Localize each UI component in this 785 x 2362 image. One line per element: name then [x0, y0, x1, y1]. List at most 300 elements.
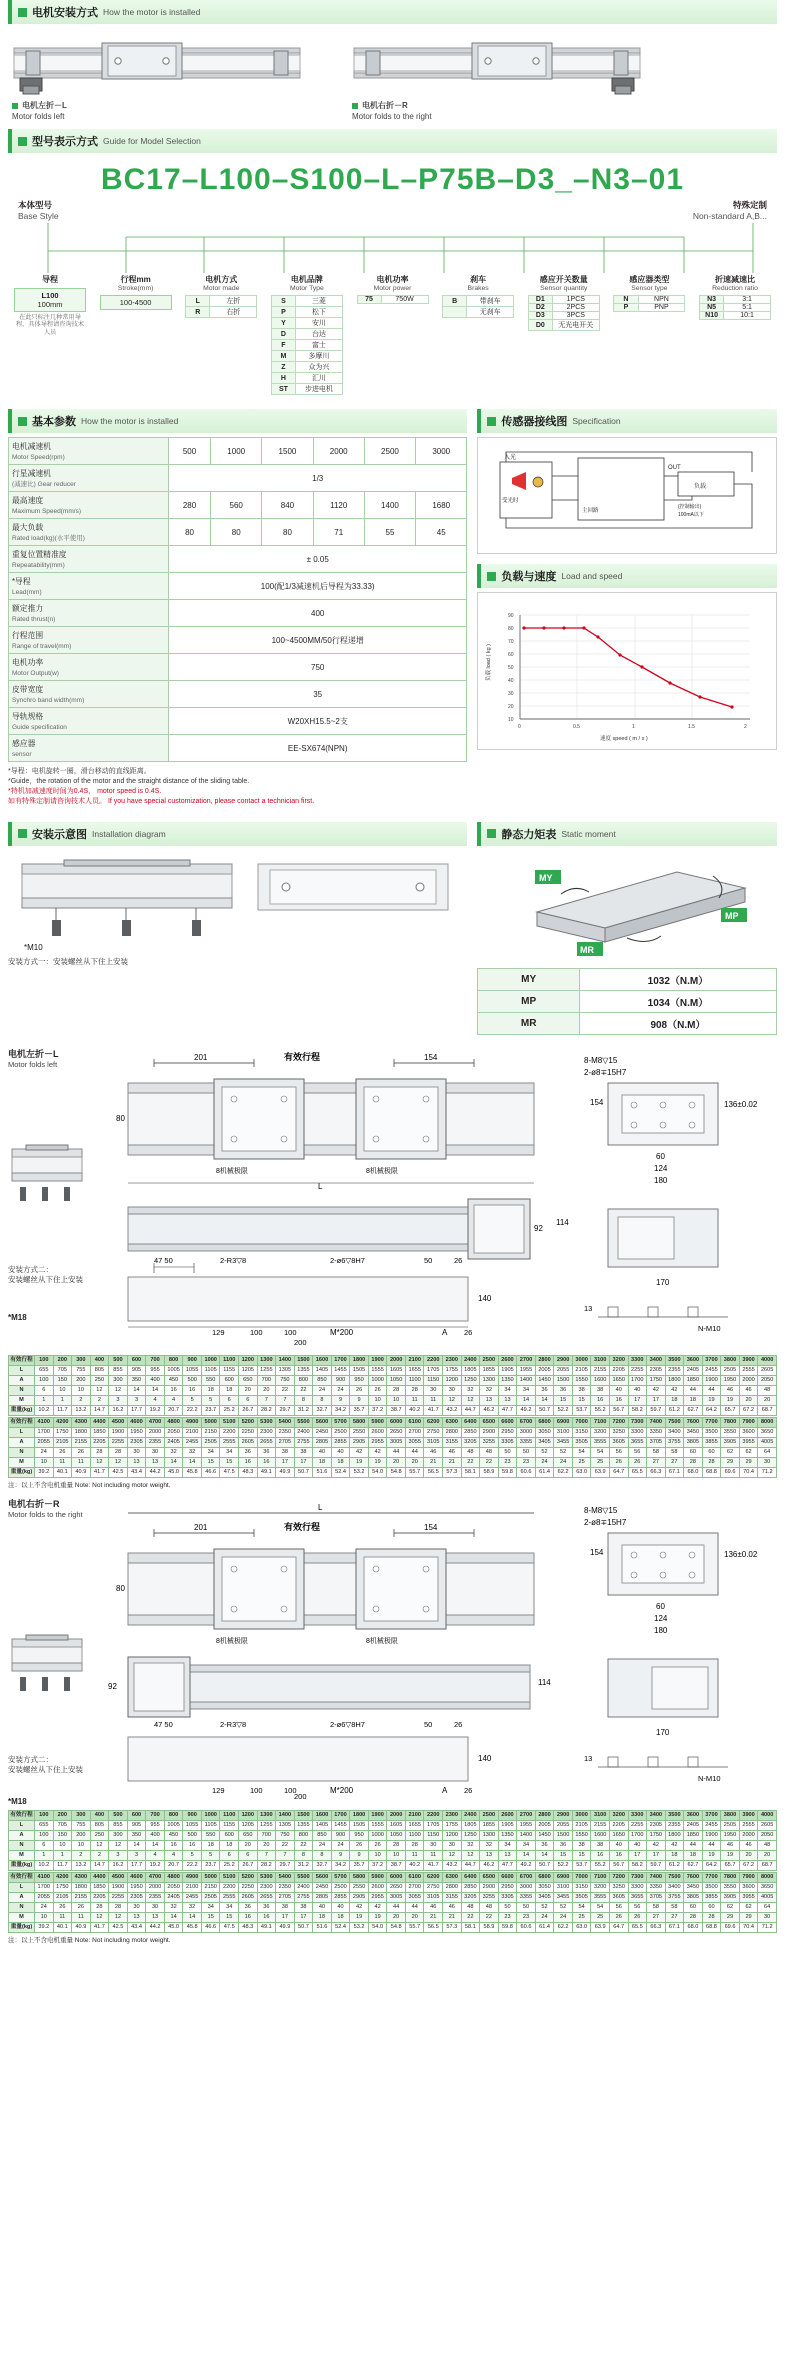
cell: 25	[572, 1457, 591, 1467]
section-title-cn: 静态力矩表	[501, 828, 557, 841]
cell: 2055	[35, 1437, 54, 1447]
cell: 12	[90, 1385, 109, 1395]
cell: 6900	[554, 1417, 573, 1427]
cell: 10	[53, 1385, 72, 1395]
cell: 1205	[239, 1365, 258, 1375]
cell: 29.7	[276, 1860, 295, 1870]
cell: 20	[739, 1395, 758, 1405]
install-moment-row	[8, 822, 777, 1035]
cell: 1650	[609, 1830, 628, 1840]
section-marker-icon	[487, 572, 496, 581]
cell: 65.5	[628, 1467, 647, 1477]
cell: 27	[665, 1457, 684, 1467]
cell: 855	[109, 1820, 128, 1830]
cell: 2550	[350, 1882, 369, 1892]
section-header-mounting	[8, 0, 777, 24]
cell: 60	[684, 1902, 703, 1912]
cell: 3050	[535, 1882, 554, 1892]
green-dot-icon	[352, 103, 358, 109]
cell: 46.2	[480, 1860, 499, 1870]
cell: 14	[183, 1912, 202, 1922]
cell: 34	[517, 1385, 536, 1395]
cell: 6000	[387, 1872, 406, 1882]
svg-text:70: 70	[508, 639, 514, 645]
cell: 450	[164, 1375, 183, 1385]
cell: 64.7	[609, 1467, 628, 1477]
chart-ylabel: 负载 load ( kg )	[486, 644, 493, 681]
cell: 840	[262, 492, 313, 519]
cell: 2200	[220, 1882, 239, 1892]
cell: 26	[72, 1902, 91, 1912]
note-line-red: *特机加减速度时间为0.4S， motor speed is 0.4S.	[8, 788, 162, 796]
cell: 7000	[572, 1417, 591, 1427]
cell: 62	[739, 1902, 758, 1912]
cell: 14	[127, 1385, 146, 1395]
cell: 8	[313, 1395, 332, 1405]
cell: 3200	[591, 1427, 610, 1437]
cell: ± 0.05	[169, 546, 467, 573]
cell: 1450	[535, 1830, 554, 1840]
cell: 54.8	[387, 1922, 406, 1932]
cell: 47.7	[498, 1860, 517, 1870]
cell: 56.7	[609, 1405, 628, 1415]
cell: 15	[220, 1457, 239, 1467]
cell: 42.5	[109, 1467, 128, 1477]
cell: 3705	[647, 1892, 666, 1902]
cell: 55.2	[591, 1860, 610, 1870]
cell: 40.1	[53, 1922, 72, 1932]
cell: 60.6	[517, 1922, 536, 1932]
cell: 3	[127, 1395, 146, 1405]
cell: 40.9	[72, 1922, 91, 1932]
cell: 2355	[146, 1892, 165, 1902]
cell: 49.9	[276, 1467, 295, 1477]
cell: 6400	[461, 1872, 480, 1882]
cell: 26	[53, 1902, 72, 1912]
section-marker-icon	[487, 829, 496, 838]
cell: 19.2	[146, 1860, 165, 1870]
cell: 44	[684, 1385, 703, 1395]
cell: 1300	[257, 1810, 276, 1820]
cell: 32	[164, 1447, 183, 1457]
cell: 21	[443, 1912, 462, 1922]
cell: 7800	[721, 1417, 740, 1427]
cell: 1350	[498, 1830, 517, 1840]
cell: 6	[35, 1840, 54, 1850]
cell: 7	[276, 1395, 295, 1405]
cell: 5700	[331, 1872, 350, 1882]
cell: 58.1	[461, 1922, 480, 1932]
cell: 22	[461, 1912, 480, 1922]
cell: 3400	[647, 1355, 666, 1365]
mount-right-caption	[352, 100, 652, 121]
cell: 2805	[313, 1892, 332, 1902]
motor-power-table: 75 750W	[357, 295, 429, 304]
cell: 2900	[480, 1882, 499, 1892]
cell: 8000	[758, 1417, 777, 1427]
callout-mech-limit-1-right: 8机械极限	[215, 1637, 248, 1645]
row-label: 电机减速机 Motor Speed(rpm)	[9, 438, 169, 465]
cell: 20	[257, 1385, 276, 1395]
section-title-en: Installation diagram	[92, 828, 166, 839]
cell: 2405	[164, 1892, 183, 1902]
cell: 32	[480, 1385, 499, 1395]
dim-L-right: L	[317, 1502, 323, 1512]
model-col-sensor-qty: 感应开关数量 Sensor quantity D1 1PCS D2 2PCS D3 3PCS D0 无光电开关	[528, 275, 600, 395]
section-header-model-guide	[8, 129, 777, 153]
cell: 11	[53, 1912, 72, 1922]
cell: 60	[702, 1902, 721, 1912]
sensor-wiring-diagram	[477, 437, 777, 554]
cell: 9	[350, 1395, 369, 1405]
cell: 3500	[702, 1882, 721, 1892]
callout-m200: M*200	[329, 1327, 353, 1337]
cell: 1750	[53, 1427, 72, 1437]
cell: 3355	[517, 1437, 536, 1447]
cell: 22	[480, 1912, 499, 1922]
cell: 29	[739, 1457, 758, 1467]
table-row	[9, 1457, 777, 1467]
cell: 1200	[443, 1830, 462, 1840]
cell: 34.2	[331, 1860, 350, 1870]
cell: 54.8	[387, 1467, 406, 1477]
cell: 3200	[609, 1810, 628, 1820]
cell: 3255	[480, 1437, 499, 1447]
section-title-en: Static moment	[561, 828, 616, 839]
cell: 2705	[276, 1437, 295, 1447]
cell: 44	[684, 1840, 703, 1850]
cell: 2150	[201, 1427, 220, 1437]
cell: 50	[517, 1902, 536, 1912]
cell: 16	[183, 1840, 202, 1850]
cell: 6500	[480, 1417, 499, 1427]
cell: 1355	[294, 1365, 313, 1375]
cell: 2700	[517, 1810, 536, 1820]
cell: 2250	[239, 1882, 258, 1892]
cell: 19	[702, 1395, 721, 1405]
table-row	[9, 1872, 777, 1882]
cell: 3205	[461, 1437, 480, 1447]
cell: 3555	[591, 1892, 610, 1902]
cell: 49.1	[257, 1467, 276, 1477]
dim-129: 129	[211, 1327, 225, 1337]
drawing-right-top-view	[94, 1499, 572, 1799]
cell: 47.5	[220, 1467, 239, 1477]
table-row	[9, 681, 467, 708]
cell: 6800	[535, 1872, 554, 1882]
dim-13: 13	[583, 1303, 593, 1313]
dim-154b: 154	[589, 1097, 604, 1107]
install-way-note: 安装方式一：安装螺丝从下住上安装	[8, 956, 128, 966]
table-row	[9, 1840, 777, 1850]
cell: 52	[535, 1447, 554, 1457]
cell: 40	[331, 1447, 350, 1457]
cell: 3350	[647, 1427, 666, 1437]
cell: 38	[276, 1447, 295, 1457]
cell: 46	[739, 1385, 758, 1395]
cell: 1800	[72, 1882, 91, 1892]
cell: 1055	[183, 1820, 202, 1830]
cell: 3855	[702, 1437, 721, 1447]
row-label: A	[9, 1892, 35, 1902]
cell: 20	[257, 1840, 276, 1850]
cell: 22	[294, 1840, 313, 1850]
drawing-right-block	[8, 1499, 777, 1806]
cell: 2700	[405, 1427, 424, 1437]
cell: 53.2	[350, 1922, 369, 1932]
cell: 19	[721, 1395, 740, 1405]
cell: 18	[331, 1457, 350, 1467]
cell: 2405	[684, 1820, 703, 1830]
cell: 28	[405, 1385, 424, 1395]
cell: 41.7	[90, 1922, 109, 1932]
cell: 19	[368, 1912, 387, 1922]
cell: 750	[169, 654, 467, 681]
cell: 4400	[90, 1872, 109, 1882]
cell: 1150	[424, 1830, 443, 1840]
cell: 16	[239, 1457, 258, 1467]
cell: 1355	[294, 1820, 313, 1830]
cell: 18	[220, 1840, 239, 1850]
cell: 908（N.M）	[579, 1012, 776, 1034]
cell: 100~4500MM/50行程递增	[169, 627, 467, 654]
cell: 800	[164, 1355, 183, 1365]
cell: 2600	[498, 1355, 517, 1365]
cell: 21	[424, 1912, 443, 1922]
cell: 1455	[331, 1365, 350, 1375]
cell: 10	[35, 1457, 54, 1467]
cell: 62.2	[554, 1467, 573, 1477]
cell: 70.4	[739, 1467, 758, 1477]
table-row	[9, 654, 467, 681]
cell: 17	[628, 1395, 647, 1405]
note-line-red: 如有特殊定制请咨询技术人员。 If you have special customization, please contact a technician first.	[8, 798, 315, 806]
cell: 2200	[424, 1355, 443, 1365]
cell: 59.7	[647, 1405, 666, 1415]
cell: 1000	[201, 1355, 220, 1365]
cell: 1	[53, 1850, 72, 1860]
cell: 3500	[702, 1427, 721, 1437]
cell: 1855	[480, 1820, 499, 1830]
cell: 3100	[591, 1355, 610, 1365]
cell: 2100	[405, 1810, 424, 1820]
cell: 66.3	[647, 1922, 666, 1932]
cell: 1100	[220, 1355, 239, 1365]
cell: 12	[443, 1850, 462, 1860]
cell: 40	[331, 1902, 350, 1912]
cell: 280	[169, 492, 211, 519]
cell: 1850	[684, 1375, 703, 1385]
cell: 18	[313, 1457, 332, 1467]
cell: 905	[127, 1820, 146, 1830]
cell: 1000	[211, 438, 262, 465]
stroke-table-note-1: 注：以上不含电机重量 Note: Not including motor weight.	[8, 1481, 171, 1489]
cell: 16	[257, 1457, 276, 1467]
cell: 2800	[443, 1427, 462, 1437]
cell: 1850	[90, 1427, 109, 1437]
section-title-en: How the motor is installed	[103, 7, 201, 17]
cell: 905	[127, 1365, 146, 1375]
drawing-left-top-view	[94, 1049, 572, 1349]
svg-text:60: 60	[508, 652, 514, 658]
cell: 16	[239, 1912, 258, 1922]
cell: 1000	[368, 1830, 387, 1840]
cell: 3300	[628, 1355, 647, 1365]
cell: 1850	[90, 1882, 109, 1892]
cell: 2955	[368, 1437, 387, 1447]
model-code-bracket-lines	[8, 221, 777, 275]
callout-n-m10-right: N-M10	[697, 1773, 721, 1783]
cell: 32.7	[313, 1860, 332, 1870]
cell: 3000	[572, 1355, 591, 1365]
cell: 有效行程	[9, 1417, 35, 1427]
section-title-cn: 传感器接线图	[501, 416, 568, 428]
note-line: *Guide，the rotation of the motor and the straight distance of the sliding table.	[8, 778, 250, 786]
cell: 3605	[609, 1437, 628, 1447]
cell: 22.2	[183, 1860, 202, 1870]
cell: 36	[257, 1902, 276, 1912]
cell: 23.7	[201, 1860, 220, 1870]
cell: 2600	[368, 1882, 387, 1892]
cell: 3400	[665, 1427, 684, 1437]
cell: 65.5	[628, 1922, 647, 1932]
cell: 6	[220, 1850, 239, 1860]
cell: 5900	[368, 1872, 387, 1882]
table-row	[9, 1892, 777, 1902]
cell: 64	[758, 1447, 777, 1457]
cell: 36	[239, 1447, 258, 1457]
cell: 2400	[294, 1427, 313, 1437]
cell: 50	[517, 1447, 536, 1457]
cell: 1150	[424, 1375, 443, 1385]
cell: 2500	[331, 1427, 350, 1437]
model-columns	[8, 275, 777, 395]
cell: 28	[90, 1902, 109, 1912]
cell: 1655	[405, 1820, 424, 1830]
cell: 1200	[443, 1375, 462, 1385]
section-title-cn: 安装示意图	[32, 828, 87, 841]
cell: 55.7	[405, 1467, 424, 1477]
cell: 20	[405, 1912, 424, 1922]
svg-text:0: 0	[518, 724, 522, 730]
table-row	[9, 492, 467, 519]
cell: 13.2	[72, 1860, 91, 1870]
cell: 14	[127, 1840, 146, 1850]
cell: 7800	[721, 1872, 740, 1882]
svg-text:50: 50	[508, 665, 514, 671]
cell: 2000	[313, 438, 364, 465]
model-col-reduction: 折速减速比 Reduction ratio N3 3:1 N5 5:1 N10 10:1	[699, 275, 771, 395]
cell: 46	[739, 1840, 758, 1850]
cell: 955	[146, 1820, 165, 1830]
cell: 69.6	[721, 1467, 740, 1477]
cell: 3050	[535, 1427, 554, 1437]
cell: 19	[350, 1457, 369, 1467]
cell: 1250	[461, 1375, 480, 1385]
cell: 36	[257, 1447, 276, 1457]
drawing-left-side-col	[8, 1049, 88, 1351]
cell: 2550	[350, 1427, 369, 1437]
cell: 16	[164, 1385, 183, 1395]
cell: 29	[721, 1457, 740, 1467]
cell: 1000	[201, 1810, 220, 1820]
sensor-label-main: 主回路	[582, 508, 599, 514]
cell: 2455	[183, 1892, 202, 1902]
cell: 48	[461, 1902, 480, 1912]
rail-left-diagram	[12, 34, 302, 96]
cell: 40	[628, 1840, 647, 1850]
cell: 5100	[220, 1872, 239, 1882]
parameter-notes	[8, 767, 467, 808]
cell: 23.7	[201, 1405, 220, 1415]
cell: 28	[387, 1385, 406, 1395]
cell: 2450	[313, 1427, 332, 1437]
callout-2d6-right: 2-ø6▽8H7	[329, 1719, 365, 1729]
cell: 10.2	[35, 1860, 54, 1870]
cell: 7100	[591, 1417, 610, 1427]
svg-text:40: 40	[508, 678, 514, 684]
cell: 63.0	[572, 1467, 591, 1477]
dim-170: 170	[655, 1277, 670, 1287]
cell: 46	[721, 1840, 740, 1850]
cell: 80	[211, 519, 262, 546]
cell: 2200	[424, 1810, 443, 1820]
cell: 48	[480, 1447, 499, 1457]
dim-154b-right: 154	[589, 1547, 604, 1557]
motor-made-table: L 左折 R 右折	[185, 295, 257, 318]
cell: 1900	[368, 1810, 387, 1820]
cell: 1750	[53, 1882, 72, 1892]
cell: 57.3	[443, 1922, 462, 1932]
cell: 28	[702, 1457, 721, 1467]
callout-8m8: 8-M8▽15	[583, 1055, 618, 1065]
cell: 1005	[164, 1820, 183, 1830]
model-col-stroke: 行程mm Stroke(mm) 100-4500	[100, 275, 172, 395]
cell: 4600	[127, 1417, 146, 1427]
cell: 38	[276, 1902, 295, 1912]
cell: 16	[164, 1840, 183, 1850]
cell: 7600	[684, 1872, 703, 1882]
cell: 50.7	[294, 1922, 313, 1932]
dim-92: 92	[533, 1223, 543, 1233]
row-label: A	[9, 1830, 35, 1840]
callout-mech-limit-1: 8机械极限	[215, 1167, 248, 1175]
cell: 28	[90, 1447, 109, 1457]
cell: 49.9	[276, 1922, 295, 1932]
cell: 21	[424, 1457, 443, 1467]
cell: 54	[572, 1902, 591, 1912]
dim-114: 114	[555, 1217, 569, 1227]
mount-right-item	[352, 34, 652, 121]
cell: 55.2	[591, 1405, 610, 1415]
cell: 1300	[257, 1355, 276, 1365]
cell: 40	[313, 1902, 332, 1912]
dim-180-right: 180	[653, 1625, 668, 1635]
cell: 850	[313, 1375, 332, 1385]
cell: 58	[647, 1447, 666, 1457]
cell: 1032（N.M）	[579, 968, 776, 990]
section-header-sensor	[477, 409, 777, 433]
dim-92-right: 92	[107, 1681, 117, 1691]
dim-136: 136±0.02	[723, 1099, 758, 1109]
cell: 9	[350, 1850, 369, 1860]
cell: 48	[461, 1447, 480, 1457]
cell: 2950	[498, 1882, 517, 1892]
cell: 22	[276, 1385, 295, 1395]
cell: 2650	[387, 1882, 406, 1892]
cell: 15	[554, 1395, 573, 1405]
cell: 3655	[628, 1437, 647, 1447]
